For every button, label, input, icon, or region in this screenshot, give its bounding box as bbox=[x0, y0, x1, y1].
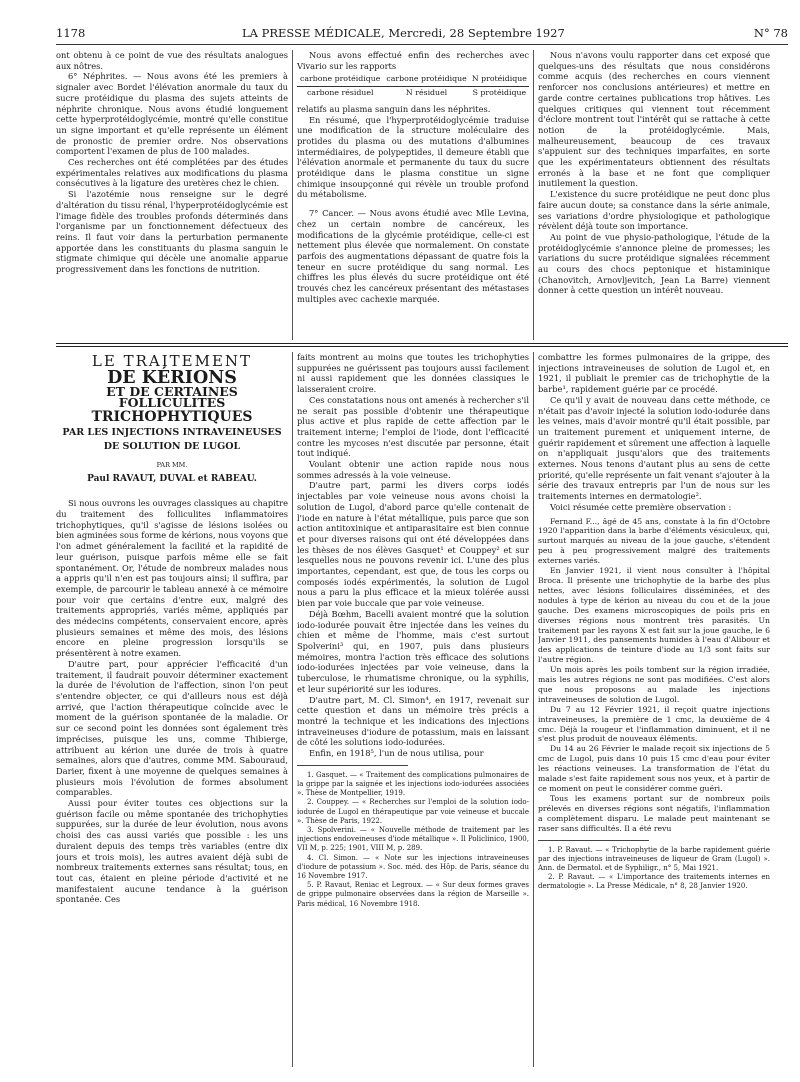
footnote: 1. Gasquet. — « Traitement des complications pulmonaires de la grippe par la saignée et les injections iodo-iodurées associées ». Thèse de Montpellier, 1919. bbox=[297, 770, 529, 798]
footnote: 5. P. Ravaut, Reniac et Legroux. — « Sur deux formes graves de grippe pulmonaire observées dans la région de Marseille ». Paris médical, 16 Novembre 1918. bbox=[297, 881, 529, 908]
paragraph: combattre les formes pulmonaires de la grippe, des injections intraveineuses de solution de Lugol et, en 1921, il publiait le premier cas de trichophytie de la barbe¹, rapidement guérie par ce procédé. bbox=[538, 352, 770, 395]
footnote-rule bbox=[297, 765, 408, 766]
article-title-line: ET DE CERTAINES FOLLICULITES bbox=[106, 384, 238, 411]
paragraph: relatifs au plasma sanguin dans les néphrites. bbox=[297, 103, 491, 114]
ratio-numerator: carbone protéidique bbox=[383, 73, 469, 86]
paragraph: Du 7 au 12 Février 1921, il reçoit quatre injections intraveineuses, la première de 1 cmc, la deuxième de 4 cmc. Déjà la rougeur et l'inflammation diminuent, et il ne s'est plus produit de nouveaux éléments. bbox=[538, 704, 770, 744]
column-divider bbox=[292, 352, 293, 1067]
article-title-line: TRICHOPHYTIQUES bbox=[91, 408, 253, 425]
paragraph: Tous les examens portant sur de nombreux poils prélevés en diverses régions sont négatifs, l'inflammation a complètement disparu. Le malade peut maintenant se raser sans difficultés. Il a été revu bbox=[538, 793, 770, 833]
paragraph: Si nous ouvrons les ouvrages classiques au chapitre du traitement des folliculites inflammatoires trichophytiques, qu'il s'agisse de lésions isolées ou bien agminées sous forme de kérions, nous voyons que l'on admet généralement la facilité et la rapidité de leur guérison, puisque parfois même elle se fait spontanément. Or, l'étude de nombreux malades nous a appris qu'il n'en est pas toujours ainsi; il suffira, par exemple, de parcourir le tableau annexé à ce mémoire pour voir que certains d'entre eux, malgré des traitements appropriés, variés même, appliqués par des médecins compétents, conservaient encore, après plusieurs semaines et même des mois, des lésions encore en pleine progression lorsqu'ils se présentèrent à notre examen. bbox=[56, 498, 288, 659]
article-title-line: PAR LES INJECTIONS INTRAVEINEUSES bbox=[62, 426, 282, 438]
top-column-3 bbox=[538, 50, 770, 340]
article-column-3 bbox=[538, 352, 770, 1067]
paragraph: Déjà Bœhm, Bacelli avaient montré que la solution iodo-iodurée pouvait être injectée dans les veines du chien et même de l'homme, mais c'est surtout Spolverini³ qui, en 1907, puis dans plusieurs mémoires, montra l'action très efficace des solutions iodo-iodurées injectées par voie veineuse, dans la tuberculose, le rhumatisme chronique, ou la syphilis, et leur supériorité sur les iodures. bbox=[297, 608, 529, 694]
paragraph: D'autre part, pour apprécier l'efficacité d'un traitement, il faudrait pouvoir déterminer exactement la durée de l'évolution de l'affection, sinon l'on peut s'entendre objecter, ce qui d'ailleurs nous est déjà arrivé, que l'action thérapeutique coïncide avec le moment de la guérison spontanée de la maladie. Or sur ce second point les données sont également très imprécises, puisque les uns, comme Thibierge, attribuent au kérion une durée de trois à quatre semaines, alors que d'autres, comme MM. Sabouraud, Darier, fixent à une moyenne de quelques semaines à plusieurs mois l'évolution de formes absolument comparables. bbox=[56, 658, 288, 798]
paragraph: Aussi pour éviter toutes ces objections sur la guérison facile ou même spontanée des trichophyties suppurées, sur la durée de leur évolution, nous avons choisi des cas aussi variés que possible : les uns duraient depuis des temps très variables (entre dix jours et trois mois), les autres avaient déjà subi de nombreux traitements externes sans résultat; tous, en tout cas, étaient en pleine période d'activité et ne manifestaient aucune tendance à la guérison spontanée. Ces bbox=[56, 798, 288, 905]
paragraph: Du 14 au 26 Février le malade reçoit six injections de 5 cmc de Lugol, puis dans 10 puis 15 cmc d'eau pour éviter les réactions veineuses. La transformation de l'état du malade s'est faite rapidement sous nos yeux, et à partir de ce moment on peut le considérer comme guéri. bbox=[538, 744, 770, 794]
paragraph: L'existence du sucre protéidique ne peut donc plus faire aucun doute; sa constance dans la série animale, ses variations d'ordre physiologique et pathologique révèlent déjà toute son importance. bbox=[538, 189, 770, 232]
paragraph: Voulant obtenir une action rapide nous nous sommes adressés à la voie veineuse. bbox=[297, 459, 529, 480]
paragraph: faits montrent au moins que toutes les trichophyties suppurées ne guérissent pas toujours aussi facilement ni aussi rapidement que les données classiques le laisseraient croire. bbox=[297, 352, 529, 395]
footnote: 2. Couppey. — « Recherches sur l'emploi de la solution iodo-iodurée de Lugol en thérapeutique par voie veineuse et buccale ». Thèse de Paris, 1922. bbox=[297, 798, 529, 825]
paragraph: En Janvier 1921, il vient nous consulter à l'hôpital Broca. Il présente une trichophytie de la barbe des plus nettes, avec lésions folliculaires disséminées, et des nodules à type de kérion au niveau du cou et de la joue gauche. Des examens microscopiques de poils pris en diverses régions nous montrent très parasités. Un traitement par les rayons X est fait sur la joue gauche, le 6 Janvier 1911, des pansements humides à l'eau d'Alibour et des applications de teinture d'iode au 1/3 sont faits sur l'autre région. bbox=[538, 566, 770, 665]
paragraph: Fernand F..., âgé de 45 ans, constate à la fin d'Octobre 1920 l'apparition dans la barbe d'éléments vésiculeux, qui, surtout marqués au niveau de la joue gauche, s'étendent peu à peu progressivement malgré des traitements externes variés. bbox=[538, 516, 770, 566]
paragraph: Voici résumée cette première observation : bbox=[550, 501, 732, 512]
footnotes bbox=[297, 771, 529, 909]
paragraph: Nous n'avons voulu rapporter dans cet exposé que quelques-uns des résultats que nous considérons comme acquis (des recherches en cours viennent renforcer nos conclusions antérieures) et mettre en garde contre certaines publications trop hâtives. Les quelques critiques qui viennent tout récemment d'éclore montrent tout l'intérêt qui se rattache à cette notion de la protéidoglycémie. Mais, malheureusement, beaucoup de ces travaux s'appuient sur des techniques imparfaites, en sorte que les expérimentateurs obtiennent des résultats erronés à la base et ne font que compliquer inutilement la question. bbox=[538, 50, 770, 189]
article-column-1 bbox=[56, 352, 288, 1067]
paragraph: 7° Cancer. — Nous avons étudié avec Mlle Levina, chez un certain nombre de cancéreux, les modifications de la glycémie protéidique, celle-ci est nettement plus élevée que normalement. On constate parfois des augmentations dépassant de quatre fois la teneur en sucre protéidique du sang normal. Les chiffres les plus élevés du sucre protéidique ont été trouvés chez les cancéreux présentant des métastases multiples avec cachexie marquée. bbox=[297, 208, 529, 304]
header-rule bbox=[56, 44, 788, 45]
article-title-line: DE KÉRIONS bbox=[107, 367, 237, 388]
ratio-denominator: S protéidique bbox=[472, 88, 527, 98]
paragraph: ont obtenu à ce point de vue des résultats analogues aux nôtres. bbox=[56, 50, 288, 71]
ratio-denominator: N résiduel bbox=[405, 88, 448, 98]
paragraph: D'autre part, M. Cl. Simon⁴, en 1917, revenait sur cette question et dans un mémoire très précis a montré la technique et les indications des injections intraveineuses d'iodure de potassium, mais en laissant de côté les solutions iodo-iodurées. bbox=[297, 694, 529, 748]
paragraph: Un mois après les poils tombent sur la région irradiée, mais les autres régions ne sont pas modifiées. C'est alors que nous proposons au malade les injections intraveineuses de solution de Lugol. bbox=[538, 665, 770, 704]
byline-prefix: PAR MM. bbox=[156, 460, 188, 469]
paragraph: 6° Néphrites. — Nous avons été les premiers à signaler avec Bordet l'élévation anormale du taux du sucre protéidique du plasma des sujets atteints de néphrite chronique. Nous avons étudié longuement cette hyperprotéidoglycémie, montré qu'elle constitue un signe important et qu'elle représente un élément de pronostic de premier ordre. Nos observations comportent l'examen de plus de 100 malades. bbox=[56, 71, 288, 157]
journal-title: LA PRESSE MÉDICALE, Mercredi, 28 Septembre 1927 bbox=[242, 26, 565, 40]
ratio-table bbox=[297, 73, 529, 99]
section-rule bbox=[56, 343, 788, 344]
paragraph: Si l'azotémie nous renseigne sur le degré d'altération du tissu rénal, l'hyperprotéidoglycémie est l'image fidèle des troubles profonds déterminés dans l'organisme par un fonctionnement défectueux des reins. Il faut voir dans la perturbation permanente apportée dans les constituants du plasma sanguin le stigmate chimique qui décèle une anomalie apparue progressivement dans les fonctions de nutrition. bbox=[56, 189, 288, 275]
footnote: 1. P. Ravaut. — « Trichophytie de la barbe rapidement guérie par des injections intraveineuses de liqueur de Gram (Lugol) ». Ann. de Dermatol. et de Syphiligr., n° 5, Mai 1921. bbox=[538, 845, 770, 872]
page-number: 1178 bbox=[56, 26, 86, 40]
footnote: 4. Cl. Simon. — « Note sur les injections intraveineuses d'iodure de potassium ». Soc. méd. des Hôp. de Paris, séance du 16 Novembre 1917. bbox=[297, 853, 529, 880]
article-title-block bbox=[56, 352, 288, 484]
observation-block bbox=[538, 517, 770, 834]
paragraph: Ces recherches ont été complétées par des études expérimentales relatives aux modifications du plasma consécutives à la ligature des uretères chez le chien. bbox=[56, 157, 288, 189]
ratio-denominator: carbone résiduel bbox=[306, 88, 374, 98]
article-authors: Paul RAVAUT, DUVAL et RABEAU. bbox=[87, 473, 257, 484]
paragraph: D'autre part, parmi les divers corps iodés injectables par voie veineuse nous avons choisi la solution de Lugol, d'abord parce qu'elle contenait de l'iode en nature à l'état métallique, puis parce que son action antitoxinique et antiparasitaire est bien connue et pour diverses raisons qui ont été développées dans les thèses de nos élèves Gasquet¹ et Couppey² et sur lesquelles nous ne pouvons revenir ici. L'une des plus importantes, cependant, est que, de tous les corps ou composés iodés expérimentés, la solution de Lugol nous a paru la plus efficace et la mieux tolérée aussi bien par voie buccale que par voie veineuse. bbox=[297, 480, 529, 609]
paragraph: Ces constatations nous ont amenés à rechercher s'il ne serait pas possible d'obtenir une thérapeutique plus active et plus rapide de cette affection par le traitement interne; l'emploi de l'iode, dont l'efficacité contre les mycoses n'est discutée par personne, était tout indiqué. bbox=[297, 394, 529, 459]
paragraph: En résumé, que l'hyperprotéidoglycémie traduise une modification de la structure moléculaire des protides du plasma ou des mutations d'albumines intermédiaires, de polypeptides, il demeure établi que l'élévation anormale et permanente du taux du sucre protéidique dans le plasma constitue un signe chimique insoupçonné qui révèle un trouble profond du métabolisme. bbox=[297, 114, 529, 200]
footnote: 2. P. Ravaut. — « L'importance des traitements internes en dermatologie ». La Presse Médicale, n° 8, 28 Janvier 1920. bbox=[538, 873, 770, 891]
page-header bbox=[56, 26, 788, 42]
article-column-2 bbox=[297, 352, 529, 1067]
column-divider bbox=[292, 50, 293, 340]
footnote: 3. Spolverini. — « Nouvelle méthode de traitement par les injections endoveineuses d'iode métallique ». Il Policlinico, 1900, VII M, p. 225; 1901, VIII M, p. 289. bbox=[297, 825, 529, 853]
article-title-line: LE TRAITEMENT bbox=[91, 352, 253, 370]
column-divider bbox=[533, 352, 534, 1067]
issue-number: N° 78 bbox=[753, 26, 788, 40]
footnote-rule bbox=[538, 840, 649, 841]
article-title-line: DE SOLUTION DE LUGOL bbox=[103, 441, 241, 453]
column-divider bbox=[533, 50, 534, 340]
paragraph: Nous avons effectué enfin des recherches avec Vivario sur les rapports bbox=[297, 50, 529, 71]
ratio-numerator: N protéidique bbox=[470, 73, 529, 86]
paragraph: Ce qu'il y avait de nouveau dans cette méthode, ce n'était pas d'avoir injecté la solution iodo-iodurée dans les veines, mais d'avoir montré qu'il était possible, par un traitement purement et uniquement interne, de guérir rapidement et sûrement une affection à laquelle on n'appliquait jusqu'alors que des traitements externes. Nous tenons d'autant plus au sens de cette priorité, qu'elle représente un fait venant s'ajouter à la série des travaux entrepris par l'un de nous sur les traitements internes en dermatologie². bbox=[538, 394, 770, 502]
footnotes bbox=[538, 846, 770, 892]
ratio-numerator: carbone protéidique bbox=[297, 73, 383, 86]
paragraph: Au point de vue physio-pathologique, l'étude de la protéidoglycémie s'annonce pleine de promesses; les variations du sucre protéidique signalées récemment au cours des chocs peptonique et histaminique (Chanovitch, Arnovljevitch, Jean La Barre) viennent donner à cette question un intérêt nouveau. bbox=[538, 231, 770, 296]
paragraph: Enfin, en 1918⁵, l'un de nous utilisa, pour bbox=[309, 748, 484, 759]
section-rule bbox=[56, 346, 788, 347]
top-column-2 bbox=[297, 50, 529, 340]
top-column-1 bbox=[56, 50, 288, 340]
